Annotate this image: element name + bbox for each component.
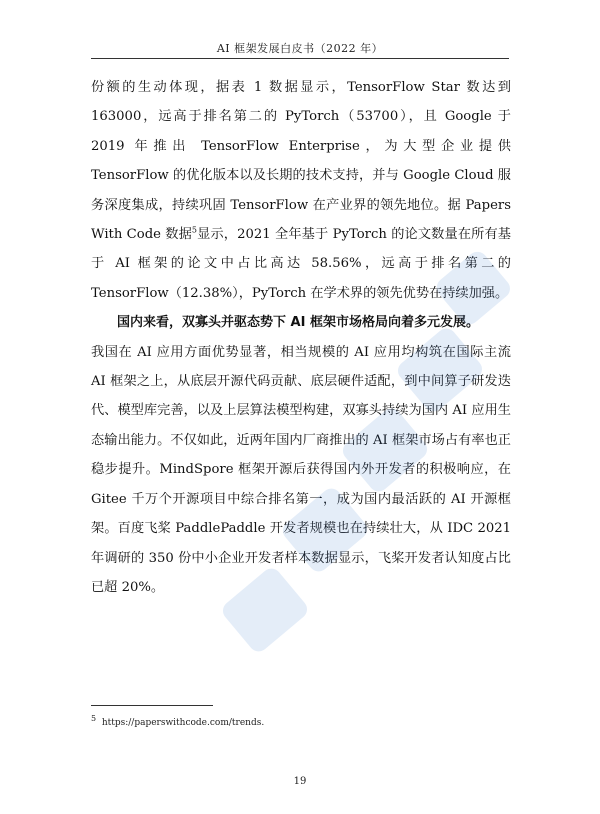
footnote	[91, 714, 265, 728]
paragraph-3	[91, 338, 511, 603]
footnote-ref[interactable]: 5	[191, 225, 198, 235]
paragraph-1-tail: 显示，2021 全年基于 PyTorch 的论文数量在所有基于 AI 框架的论文中占比高达 58.56%，远高于排名第二的 TensorFlow（12.38%），PyTorch 在学术界的领先优势在持续加强。	[91, 227, 511, 301]
page-number: 19	[293, 776, 307, 787]
footnote-number: 5	[91, 714, 97, 723]
paragraph-2-text: 我国在 AI 应用方面优势显著，相当规模的 AI 应用均构筑在国际主流 AI 框架之上，从底层开源代码贡献、底层硬件适配，到中间算子研发迭代、模型库完善，以及上层算法模型构建，双寡头持续为国内 AI 应用生态输出能力。不仅如此，近两年国内厂商推出的 AI 框架市场占有率也正稳步提升。MindSpore 框架开源后获得国内外开发者的积极响应，在 Gitee 千万个开源项目中综合排名第一，成为国内最活跃的 AI 开源框架。百度飞桨 PaddlePaddle 开发者规模也在持续壮大，从 IDC 2021 年调研的 350 份中小企业开发者样本数据显示，飞桨开发者认知度占比已超 20%。	[91, 344, 511, 595]
header-rule	[91, 58, 509, 59]
running-header: AI 框架发展白皮书（2022 年）	[216, 42, 384, 55]
footnote-link[interactable]: https://paperswithcode.com/trends.	[101, 718, 265, 728]
paragraph-2	[91, 308, 511, 337]
body-text	[91, 73, 511, 602]
paragraph-2-lead: 国内来看，双寡头并驱态势下 AI 框架市场格局向着多元发展。	[117, 315, 479, 331]
footnote-rule	[91, 705, 213, 706]
paragraph-1	[91, 73, 511, 308]
paragraph-1-text: 份额的生动体现，据表 1 数据显示，TensorFlow Star 数达到 163000，远高于排名第二的 PyTorch（53700），且 Google 于 2019 年推出 TensorFlow Enterprise，为大型企业提供 TensorFlow 的优化版本以及长期的技术支持，并与 Google Cloud 服务深度集成，持续巩固 TensorFlow 在产业界的领先地位。据 Papers With Code 数据	[91, 80, 511, 243]
